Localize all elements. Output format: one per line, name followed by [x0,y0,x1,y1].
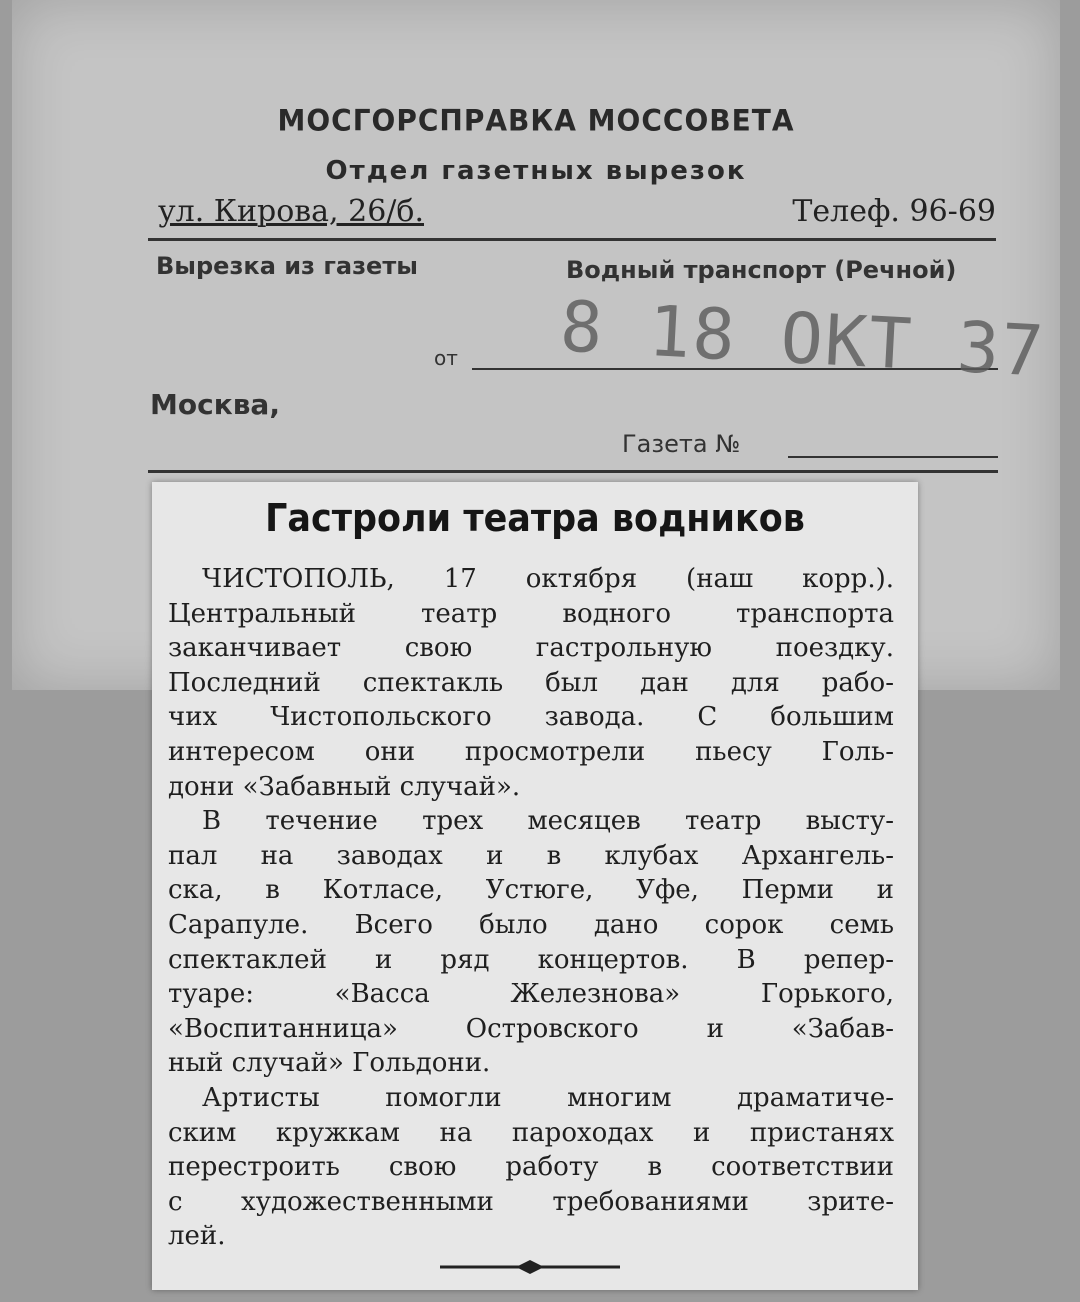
article-line: спектаклей и ряд концертов. В репер- [168,944,894,975]
issue-underline [788,456,998,458]
article-headline: Гастроли театра водников [265,496,805,540]
article-line: лей. [168,1221,226,1252]
article-line: Центральный театр водного транспорта [168,598,894,629]
date-stamp: 8 18 ОКТ 37 [558,285,1048,393]
article-line: ный случай» Гольдони. [168,1048,491,1079]
article-line: пал на заводах и в клубах Архангель- [168,840,894,871]
article-line: В течение трех месяцев театр высту- [202,806,894,837]
article-line: туаре: «Васса Железнова» Горького, [168,979,894,1010]
address: ул. Кирова, 26/б. [158,194,424,229]
clip-label: Вырезка из газеты [156,252,418,280]
article-line: ЧИСТОПОЛЬ, 17 октября (наш корр.). [202,564,894,594]
article-line: дони «Забавный случай». [168,771,521,802]
article-line: заканчивает свою гастрольную поездку. [168,633,894,664]
article-line: с художественными требованиями зрите- [168,1186,894,1217]
form-bottom-rule [148,470,998,473]
issue-label: Газета № [622,430,741,458]
article-line: Последний спектакль был дан для рабо- [168,667,894,698]
form-subtitle: Отдел газетных вырезок [325,156,747,186]
article-body [168,562,894,1254]
article-line: ским кружкам на пароходах и пристанях [168,1117,894,1148]
newspaper-name: Водный транспорт (Речной) [566,256,957,284]
article-line: ска, в Котласе, Устюге, Уфе, Перми и [168,875,894,906]
address-row [148,194,996,241]
article-line: перестроить свою работу в соответствии [168,1152,894,1183]
article-line: чих Чистопольского завода. С большим [168,702,894,733]
article-line: Сарапуле. Всего было дано сорок семь [168,909,894,940]
form-title: МОСГОРСПРАВКА МОССОВЕТА [277,103,795,138]
city-label: Москва, [150,388,280,421]
article-line: «Воспитанница» Островского и «Забав- [168,1013,894,1044]
article-line: Артисты помогли многим драматиче- [202,1082,894,1113]
from-label: от [434,346,458,370]
article-line: интересом они просмотрели пьесу Голь- [168,736,894,767]
newspaper-clipping [152,482,918,1290]
ornament-divider-icon [440,1260,620,1274]
phone-number: Телеф. 96-69 [792,194,996,229]
